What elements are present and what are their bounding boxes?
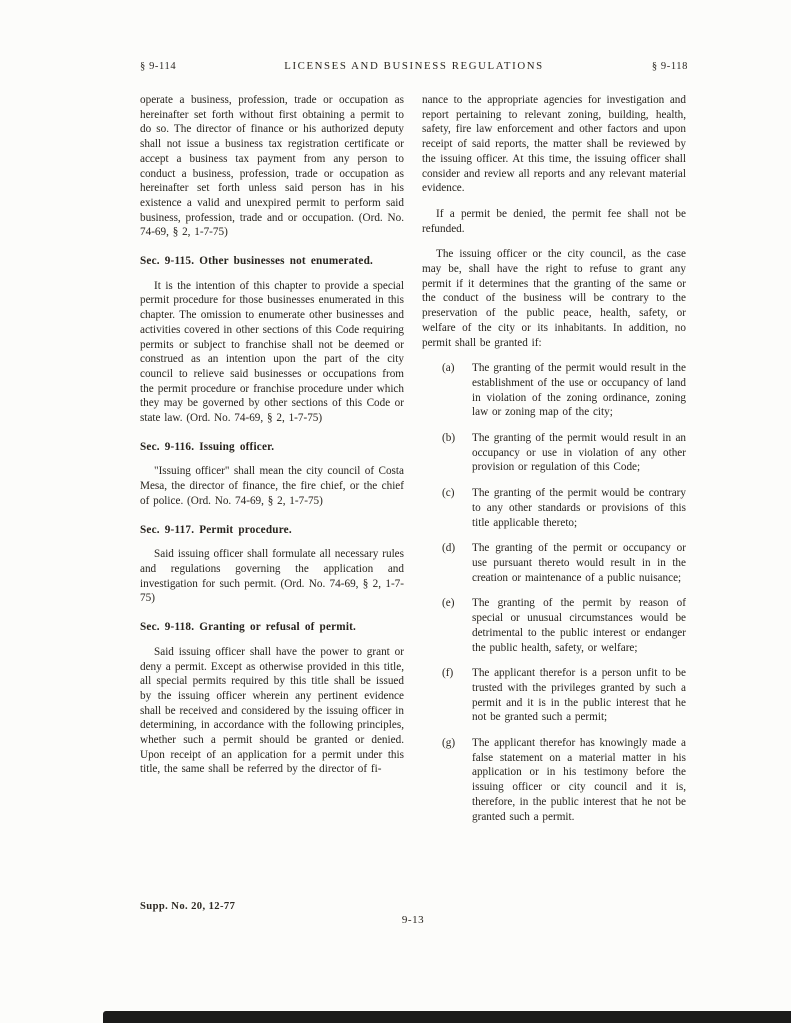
clause-text: The granting of the permit would result in an occupancy or use in violation of any other provision or regulation of this Code; [472, 432, 686, 474]
clause-label: (g) [442, 737, 456, 750]
clause-text: The granting of the permit by reason of special or unusual circumstances would be detrimental to the public interest or endanger the public health, safety, or welfare; [472, 597, 686, 654]
clause-label: (c) [442, 487, 455, 500]
clause-text: The granting of the permit would result in the establishment of the use or occupancy of land in violation of the zoning ordinance, zoning law or zoning map of the city; [472, 362, 686, 419]
clause-f [442, 666, 686, 725]
paragraph-continuation: nance to the appropriate agencies for investigation and report pertaining to relevant zoning, building, health, safety, fire law enforcement and other factors and upon receipt of said reports, the matter shall be reviewed by the issuing officer. At this time, the issuing officer shall consider and review all reports and any relevant material evidence. [422, 94, 686, 195]
clause-text: The applicant therefor is a person unfit to be trusted with the privileges granted by such a permit and it is in the public interest that he not be granted such a permit; [472, 667, 686, 724]
supplement-note: Supp. No. 20, 12-77 [140, 901, 236, 912]
scan-edge-artifact [103, 1011, 791, 1023]
clause-label: (d) [442, 542, 456, 555]
page-title: LICENSES AND BUSINESS REGULATIONS [284, 60, 544, 72]
section-body-9-115: It is the intention of this chapter to provide a special permit procedure for those businesses enumerated in this chapter. The omission to enumerate other businesses and activities covered in other sections of this Code requiring permits or subject to franchise shall not be deemed or construed as an intention upon the part of the city council to relieve said businesses or occupations from the permit procedure or franchise procedure under which they may be governed by other sections of this Code or state law. (Ord. No. 74-69, § 2, 1-7-75) [140, 279, 405, 425]
clause-label: (e) [442, 597, 455, 610]
section-heading-9-115: Sec. 9-115. Other businesses not enumerated. [140, 255, 374, 268]
clause-g [442, 736, 686, 824]
clause-e [442, 596, 686, 655]
page-header [140, 60, 688, 72]
clause-a [442, 361, 686, 420]
left-column [140, 93, 404, 835]
section-body-9-117: Said issuing officer shall formulate all necessary rules and regulations governing the application and investigation for such permit. (Ord. No. 74-69, § 2, 1-7-75) [140, 548, 404, 605]
header-section-number-left: § 9-114 [140, 61, 177, 72]
section-heading-9-117: Sec. 9-117. Permit procedure. [140, 523, 292, 536]
paragraph-continuation: operate a business, profession, trade or occupation as hereinafter set forth without first obtaining a permit to do so. The director of finance or his authorized deputy shall not issue a business tax registration certificate or accept a business tax payment from any person to conduct a business, profession, trade or occupation as hereinafter set forth unless said person has in his existence a valid and unexpired permit to perform said business, profession, trade and or occupation. (Ord. No. 74-69, § 2, 1-7-75) [140, 94, 404, 239]
section-heading-9-116: Sec. 9-116. Issuing officer. [140, 440, 275, 453]
paragraph: If a permit be denied, the permit fee shall not be refunded. [422, 207, 686, 235]
two-column-body [140, 93, 686, 835]
clause-label: (a) [442, 362, 455, 375]
clause-text: The granting of the permit or occupancy or use pursuant thereto would result in in the creation or maintenance of a public nuisance; [472, 542, 686, 584]
clause-label: (b) [442, 432, 456, 445]
clause-text: The granting of the permit would be contrary to any other standards or provisions of this title applicable thereto; [472, 487, 686, 529]
clause-label: (f) [442, 667, 454, 680]
section-heading-9-118: Sec. 9-118. Granting or refusal of permit. [140, 621, 357, 634]
clause-d [442, 541, 686, 585]
page-footer [140, 901, 686, 926]
paragraph: The issuing officer or the city council, as the case may be, shall have the right to refuse to grant any permit if it determines that the granting of the same or the conduct of the business will be contrary to the preservation of the public peace, health, safety, or welfare of the city or its inhabitants. In addition, no permit shall be granted if: [422, 248, 686, 349]
page-number: 9-13 [401, 914, 425, 926]
header-section-number-right: § 9-118 [651, 61, 688, 72]
clause-b [442, 431, 686, 475]
right-column [422, 93, 686, 835]
clause-c [442, 486, 686, 530]
clause-text: The applicant therefor has knowingly made a false statement on a material matter in his application or in his testimony before the issuing officer or city council and it is, therefore, in the public interest that he not be granted such a permit. [472, 737, 686, 823]
section-body-9-118: Said issuing officer shall have the power to grant or deny a permit. Except as otherwise provided in this title, all special permits required by this title shall be issued by the issuing officer wherein any pertinent evidence shall be received and considered by the issuing officer in determining, in accordance with the following principles, whether such a permit should be granted or denied. Upon receipt of an application for a permit under this title, the same shall be referred by the director of fi- [140, 645, 404, 776]
section-body-9-116: "Issuing officer" shall mean the city council of Costa Mesa, the director of finance, the fire chief, or the chief of police. (Ord. No. 74-69, § 2, 1-7-75) [140, 465, 404, 507]
